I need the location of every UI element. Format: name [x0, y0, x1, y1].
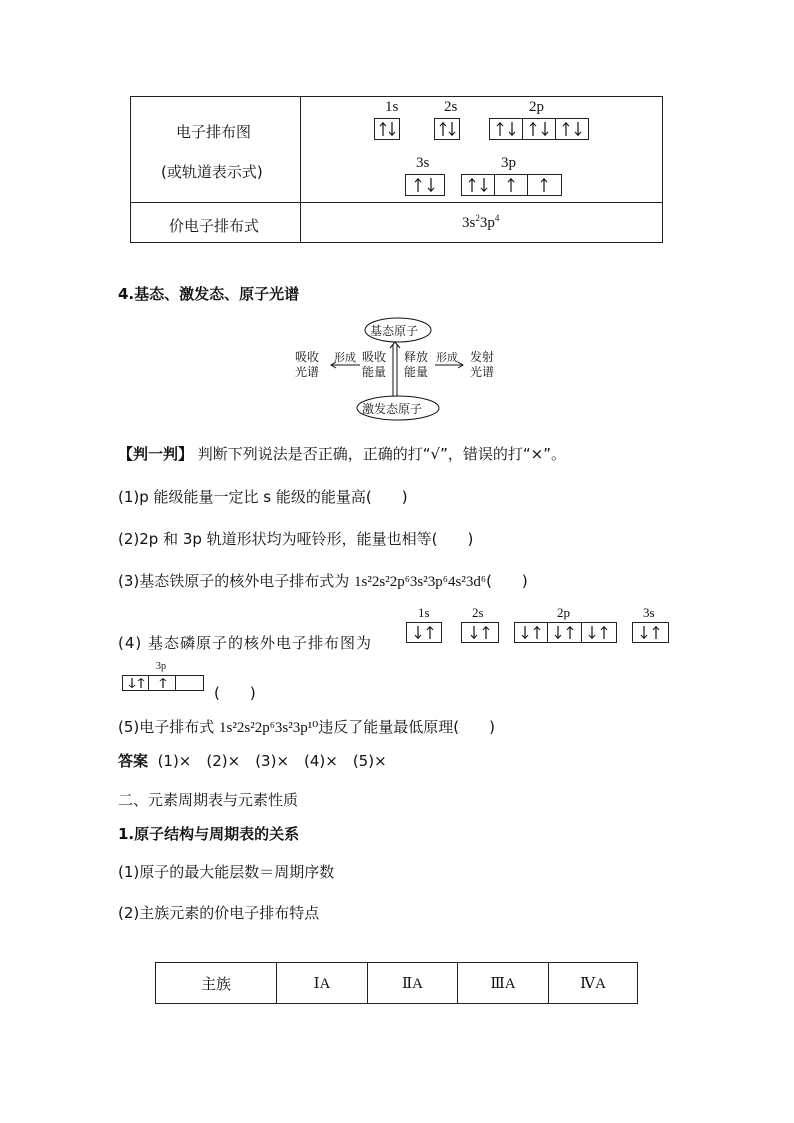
orbital-box-1s	[374, 118, 400, 140]
table-header-cell: ⅣA	[580, 975, 606, 992]
orbital-label-2p: 2p	[529, 99, 544, 115]
orbital-box-3s	[405, 174, 445, 196]
form-right-label: 形成	[436, 351, 458, 364]
arrow-up-icon	[566, 626, 574, 639]
absorption-spectrum-label: 吸收 光谱	[295, 350, 320, 379]
orbital-label-3p: 3p	[501, 155, 516, 171]
arrow-up-icon	[482, 626, 490, 639]
answer-line: 答案 (1)× (2)× (3)× (4)× (5)×	[118, 752, 387, 770]
arrow-up-icon	[468, 178, 476, 192]
table-header-cell: 主族	[156, 963, 277, 1003]
orbital-diagram-label-alt: (或轨道表示式)	[161, 163, 263, 181]
judge-instruction: 【判一判】 判断下列说法是否正确，正确的打“√”，错误的打“×”。	[118, 445, 566, 463]
orbital-table	[130, 96, 663, 243]
arrow-up-icon	[507, 178, 515, 192]
energy-state-diagram	[290, 314, 505, 424]
arrow-up-icon	[426, 626, 434, 639]
table-header-cell: ⅢA	[458, 963, 549, 1003]
table-divider	[300, 97, 301, 242]
question-2: (2)2p 和 3p 轨道形状均为哑铃形，能量也相等( )	[118, 530, 474, 548]
q4-label-2p: 2p	[557, 605, 570, 620]
question-5: (5)电子排布式 1s²2s²2p⁶3s²3p¹⁰违反了能量最低原理( )	[118, 718, 495, 736]
arrow-down-icon	[508, 122, 516, 136]
form-left-label: 形成	[334, 351, 356, 364]
arrow-down-icon	[521, 626, 529, 639]
arrow-down-icon	[470, 626, 478, 639]
arrow-up-icon	[540, 178, 548, 192]
arrow-up-icon	[652, 626, 660, 639]
orbital-label-3s: 3s	[416, 155, 430, 171]
part-heading: 二、元素周期表与元素性质	[118, 791, 299, 809]
orbital-box-3p	[461, 174, 562, 196]
arrow-down-icon	[427, 178, 435, 192]
orbital-diagram-label: 电子排布图	[176, 123, 252, 141]
sub-heading: 1.原子结构与周期表的关系	[118, 825, 300, 843]
arrow-up-icon	[600, 626, 608, 639]
arrow-up-icon	[562, 122, 570, 136]
arrow-down-icon	[541, 122, 549, 136]
orbital-box-2s	[434, 118, 460, 140]
orbital-box-2p	[489, 118, 589, 140]
q4-orbital-3p	[122, 675, 204, 691]
arrow-down-icon	[554, 626, 562, 639]
question-3: (3)基态铁原子的核外电子排布式为 1s²2s²2p⁶3s²3p⁶4s²3d⁶( )	[118, 572, 528, 590]
table-header-cell: ⅠA	[277, 963, 368, 1003]
arrow-up-icon	[414, 178, 422, 192]
arrow-down-icon	[414, 626, 422, 639]
q4-label-3p: 3p	[156, 661, 166, 672]
q4-orbital-2p	[514, 622, 617, 643]
arrow-up-icon	[379, 122, 387, 136]
section-heading: 4.基态、激发态、原子光谱	[118, 285, 300, 303]
question-1: (1)p 能级能量一定比 s 能级的能量高( )	[118, 488, 408, 506]
question-4-blank: ( )	[214, 684, 256, 702]
arrow-up-icon	[496, 122, 504, 136]
arrow-up-icon	[439, 122, 447, 136]
q4-label-1s: 1s	[418, 605, 430, 620]
arrow-down-icon	[588, 626, 596, 639]
arrow-up-icon	[159, 678, 167, 688]
arrow-down-icon	[128, 678, 136, 688]
orbital-label-1s: 1s	[385, 99, 399, 115]
arrow-down-icon	[574, 122, 582, 136]
arrow-down-icon	[640, 626, 648, 639]
main-group-table	[155, 962, 638, 1004]
item-2: (2)主族元素的价电子排布特点	[118, 904, 320, 922]
absorb-energy-label: 吸收 能量	[362, 350, 387, 379]
q4-orbital-1s	[406, 622, 442, 643]
q4-orbital-2s	[461, 622, 499, 643]
arrow-down-icon	[388, 122, 396, 136]
ground-state-label: 基态原子	[370, 324, 419, 338]
table-divider	[131, 202, 662, 203]
excited-state-label: 激发态原子	[362, 402, 423, 416]
arrow-up-icon	[529, 122, 537, 136]
orbital-label-2s: 2s	[444, 99, 458, 115]
arrow-up-icon	[533, 626, 541, 639]
valence-config-label: 价电子排布式	[169, 217, 260, 235]
q4-orbital-3s	[632, 622, 669, 643]
arrow-down-icon	[480, 178, 488, 192]
q4-label-3s: 3s	[643, 605, 655, 620]
release-energy-label: 释放 能量	[404, 350, 429, 379]
q4-label-2s: 2s	[472, 605, 484, 620]
arrow-up-icon	[137, 678, 145, 688]
table-header-cell: ⅡA	[368, 963, 458, 1003]
question-4: (4) 基态磷原子的核外电子排布图为	[118, 634, 373, 652]
item-1: (1)原子的最大能层数＝周期序数	[118, 863, 335, 881]
arrow-down-icon	[448, 122, 456, 136]
emission-spectrum-label: 发射 光谱	[470, 350, 495, 379]
valence-config-value: $3s^23p^4$	[462, 213, 500, 231]
